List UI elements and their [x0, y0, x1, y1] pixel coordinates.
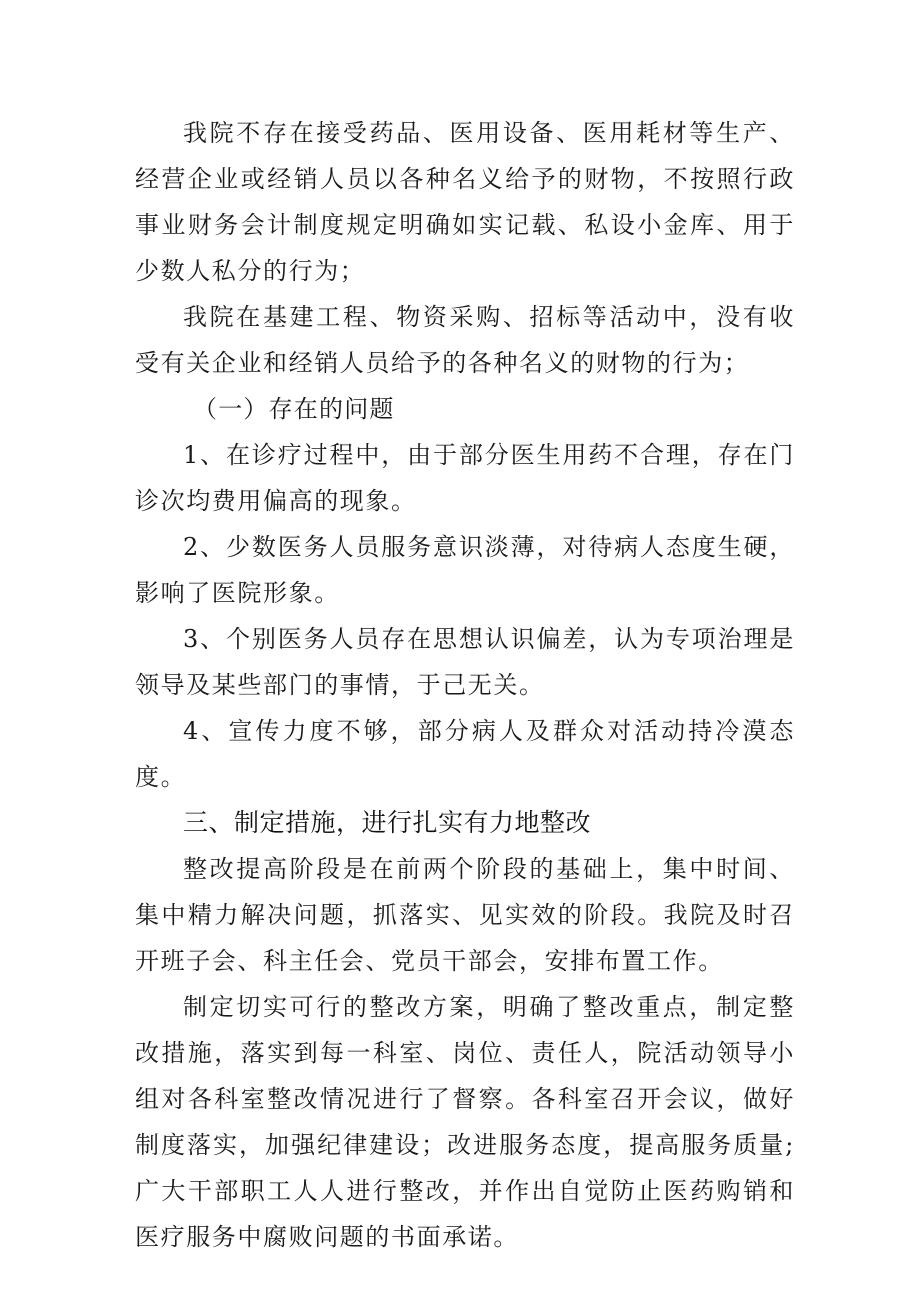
problem-item-4: 4、宣传力度不够，部分病人及群众对活动持冷漠态度。	[135, 717, 795, 791]
problem-item-3: 3、个别医务人员存在思想认识偏差，认为专项治理是领导及某些部门的事情，于己无关。	[135, 625, 795, 699]
paragraph-no-improper-gifts: 我院不存在接受药品、医用设备、医用耗材等生产、经营企业或经销人员以各种名义给予的财物，不按照行政事业财务会计制度规定明确如实记载、私设小金库、用于少数人私分的行为；	[135, 119, 795, 285]
paragraph-procurement: 我院在基建工程、物资采购、招标等活动中，没有收受有关企业和经销人员给予的各种名义的财物的行为；	[135, 303, 795, 377]
problem-item-2: 2、少数医务人员服务意识淡薄，对待病人态度生硬，影响了医院形象。	[135, 533, 795, 607]
problem-item-1: 1、在诊疗过程中，由于部分医生用药不合理，存在门诊次均费用偏高的现象。	[135, 441, 795, 515]
document-body	[135, 110, 795, 1260]
paragraph-rectification-stage: 整改提高阶段是在前两个阶段的基础上，集中时间、集中精力解决问题，抓落实、见实效的阶段。我院及时召开班子会、科主任会、党员干部会，安排布置工作。	[135, 855, 795, 975]
paragraph-rectification-plan: 制定切实可行的整改方案，明确了整改重点，制定整改措施，落实到每一科室、岗位、责任人，院活动领导小组对各科室整改情况进行了督察。各科室召开会议，做好制度落实，加强纪律建设；改进服务态度，提高服务质量;广大干部职工人人进行整改，并作出自觉防止医药购销和医疗服务中腐败问题的书面承诺。	[135, 993, 795, 1251]
section-heading-rectification: 三、制定措施，进行扎实有力地整改	[183, 808, 592, 837]
subheading-existing-problems: （一）存在的问题	[193, 395, 395, 423]
